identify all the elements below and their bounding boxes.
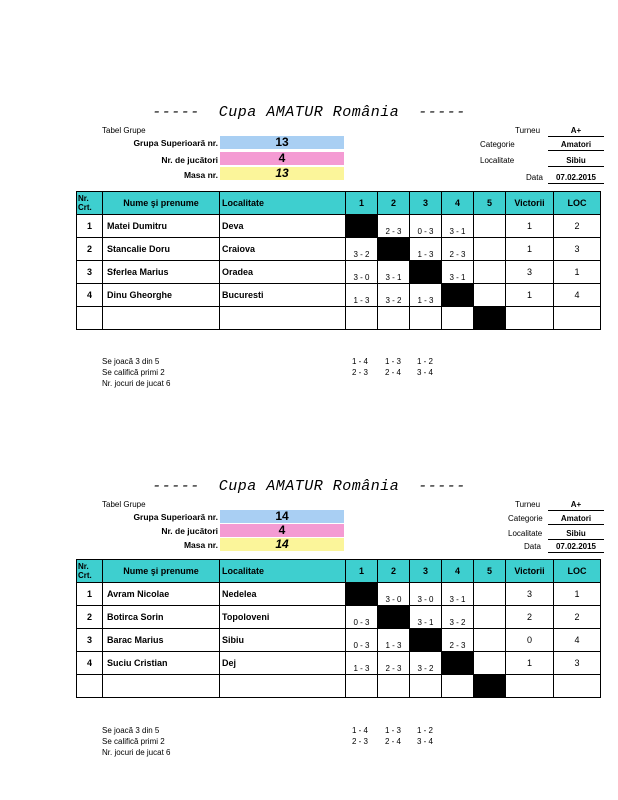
header-loc: LOC bbox=[554, 192, 601, 215]
table-row bbox=[77, 629, 601, 652]
score-cell: 2 - 3 bbox=[442, 238, 474, 261]
score-cell: 2 - 3 bbox=[442, 629, 474, 652]
row-nr: 2 bbox=[77, 238, 103, 261]
categorie-value: Amatori bbox=[548, 139, 604, 151]
match-order: 1 - 4 bbox=[352, 357, 369, 366]
empty-cell bbox=[346, 307, 378, 330]
header-col-1: 1 bbox=[346, 192, 378, 215]
tournament-title: ----- Cupa AMATUR România ----- bbox=[152, 104, 466, 121]
score-cell: 1 - 3 bbox=[410, 284, 442, 307]
loc-cell: 1 bbox=[554, 261, 601, 284]
empty-cell bbox=[77, 307, 103, 330]
turneu-label: Turneu bbox=[515, 126, 541, 135]
masa-value: 13 bbox=[220, 167, 344, 180]
grupa-label: Grupa Superioară nr. bbox=[133, 138, 218, 148]
player-name: Barac Marius bbox=[103, 629, 220, 652]
row-nr: 1 bbox=[77, 215, 103, 238]
self-cell bbox=[346, 583, 378, 606]
match-order: 1 - 4 bbox=[352, 726, 369, 735]
score-cell: 3 - 2 bbox=[346, 238, 378, 261]
grupa-value: 13 bbox=[220, 136, 344, 149]
victorii-cell: 1 bbox=[506, 238, 554, 261]
tournament-title: ----- Cupa AMATUR România ----- bbox=[152, 478, 466, 495]
score-cell: 1 - 3 bbox=[378, 629, 410, 652]
score-cell: 3 - 0 bbox=[410, 583, 442, 606]
empty-cell bbox=[554, 307, 601, 330]
header-col-2: 2 bbox=[378, 192, 410, 215]
victorii-cell: 3 bbox=[506, 261, 554, 284]
header-col-4: 4 bbox=[442, 192, 474, 215]
masa-value: 14 bbox=[220, 538, 344, 551]
score-cell: 0 - 3 bbox=[346, 629, 378, 652]
player-localitate: Nedelea bbox=[220, 583, 346, 606]
victorii-cell: 0 bbox=[506, 629, 554, 652]
header-nr: Nr. Crt. bbox=[77, 192, 103, 215]
header-victorii: Victorii bbox=[506, 192, 554, 215]
score-cell: 0 - 3 bbox=[410, 215, 442, 238]
header-col-5: 5 bbox=[474, 560, 506, 583]
jucatori-label: Nr. de jucători bbox=[161, 526, 218, 536]
score-cell: 2 - 3 bbox=[378, 652, 410, 675]
score-cell: 3 - 2 bbox=[410, 652, 442, 675]
match-order: 3 - 4 bbox=[417, 737, 434, 746]
player-name: Botirca Sorin bbox=[103, 606, 220, 629]
empty-cell bbox=[474, 629, 506, 652]
turneu-label: Turneu bbox=[515, 500, 541, 509]
self-cell bbox=[378, 238, 410, 261]
localitate-label: Localitate bbox=[508, 529, 543, 538]
player-localitate: Topoloveni bbox=[220, 606, 346, 629]
data-label: Data bbox=[524, 542, 541, 551]
score-cell: 3 - 0 bbox=[346, 261, 378, 284]
localitate-label: Localitate bbox=[480, 156, 515, 165]
match-order: 2 - 3 bbox=[352, 368, 369, 377]
player-name: Dinu Gheorghe bbox=[103, 284, 220, 307]
score-cell: 1 - 3 bbox=[410, 238, 442, 261]
self-cell bbox=[410, 629, 442, 652]
data-value: 07.02.2015 bbox=[548, 541, 604, 553]
empty-cell bbox=[103, 307, 220, 330]
row-nr: 2 bbox=[77, 606, 103, 629]
player-localitate: Deva bbox=[220, 215, 346, 238]
footer-se-joaca: Se joacă 3 din 5 bbox=[102, 357, 160, 366]
match-order: 1 - 3 bbox=[385, 357, 402, 366]
table-row bbox=[77, 606, 601, 629]
loc-cell: 2 bbox=[554, 215, 601, 238]
empty-cell bbox=[220, 675, 346, 698]
empty-cell bbox=[474, 652, 506, 675]
header-col-2: 2 bbox=[378, 560, 410, 583]
self-cell bbox=[474, 307, 506, 330]
header-col-1: 1 bbox=[346, 560, 378, 583]
player-name: Stancalie Doru bbox=[103, 238, 220, 261]
jucatori-label: Nr. de jucători bbox=[161, 155, 218, 165]
score-cell: 1 - 3 bbox=[346, 652, 378, 675]
header-name: Nume şi prenume bbox=[103, 192, 220, 215]
loc-cell: 3 bbox=[554, 652, 601, 675]
match-order: 3 - 4 bbox=[417, 368, 434, 377]
victorii-cell: 1 bbox=[506, 215, 554, 238]
score-cell: 1 - 3 bbox=[346, 284, 378, 307]
self-cell bbox=[410, 261, 442, 284]
self-cell bbox=[474, 675, 506, 698]
empty-cell bbox=[474, 284, 506, 307]
empty-cell bbox=[378, 307, 410, 330]
localitate-value: Sibiu bbox=[548, 155, 604, 167]
header-col-3: 3 bbox=[410, 192, 442, 215]
score-cell: 3 - 2 bbox=[442, 606, 474, 629]
score-cell: 3 - 2 bbox=[378, 284, 410, 307]
localitate-value: Sibiu bbox=[548, 528, 604, 540]
self-cell bbox=[442, 284, 474, 307]
score-cell: 0 - 3 bbox=[346, 606, 378, 629]
self-cell bbox=[442, 652, 474, 675]
empty-cell bbox=[506, 675, 554, 698]
score-cell: 3 - 1 bbox=[442, 261, 474, 284]
player-name: Matei Dumitru bbox=[103, 215, 220, 238]
self-cell bbox=[346, 215, 378, 238]
footer-nr-jocuri: Nr. jocuri de jucat 6 bbox=[102, 379, 171, 388]
grupa-label: Grupa Superioară nr. bbox=[133, 512, 218, 522]
player-name: Avram Nicolae bbox=[103, 583, 220, 606]
score-cell: 3 - 1 bbox=[442, 583, 474, 606]
header-victorii: Victorii bbox=[506, 560, 554, 583]
victorii-cell: 3 bbox=[506, 583, 554, 606]
match-order: 1 - 2 bbox=[417, 357, 434, 366]
empty-cell bbox=[474, 261, 506, 284]
empty-cell bbox=[378, 675, 410, 698]
categorie-label: Categorie bbox=[508, 514, 543, 523]
table-row bbox=[77, 238, 601, 261]
table-row-empty bbox=[77, 675, 601, 698]
row-nr: 3 bbox=[77, 261, 103, 284]
match-order: 2 - 3 bbox=[352, 737, 369, 746]
footer-se-califica: Se califică primi 2 bbox=[102, 737, 165, 746]
group-block-2 bbox=[0, 374, 618, 757]
table-header-row bbox=[77, 560, 601, 583]
empty-cell bbox=[410, 675, 442, 698]
match-order: 2 - 4 bbox=[385, 368, 402, 377]
tabel-grupe-label: Tabel Grupe bbox=[102, 500, 146, 509]
player-name: Sferlea Marius bbox=[103, 261, 220, 284]
header-loc: LOC bbox=[554, 560, 601, 583]
footer-se-joaca: Se joacă 3 din 5 bbox=[102, 726, 160, 735]
victorii-cell: 1 bbox=[506, 652, 554, 675]
group-table bbox=[76, 559, 601, 698]
empty-cell bbox=[103, 675, 220, 698]
grupa-value: 14 bbox=[220, 510, 344, 523]
empty-cell bbox=[410, 307, 442, 330]
turneu-value: A+ bbox=[548, 499, 604, 511]
player-localitate: Sibiu bbox=[220, 629, 346, 652]
header-localitate: Localitate bbox=[220, 560, 346, 583]
row-nr: 3 bbox=[77, 629, 103, 652]
empty-cell bbox=[474, 606, 506, 629]
player-localitate: Craiova bbox=[220, 238, 346, 261]
row-nr: 4 bbox=[77, 652, 103, 675]
categorie-label: Categorie bbox=[480, 140, 515, 149]
empty-cell bbox=[442, 675, 474, 698]
loc-cell: 2 bbox=[554, 606, 601, 629]
match-order: 1 - 2 bbox=[417, 726, 434, 735]
turneu-value: A+ bbox=[548, 125, 604, 137]
categorie-value: Amatori bbox=[548, 513, 604, 525]
footer-se-califica: Se califică primi 2 bbox=[102, 368, 165, 377]
player-localitate: Dej bbox=[220, 652, 346, 675]
header-col-4: 4 bbox=[442, 560, 474, 583]
header-col-5: 5 bbox=[474, 192, 506, 215]
loc-cell: 4 bbox=[554, 629, 601, 652]
masa-label: Masa nr. bbox=[183, 540, 218, 550]
table-header-row bbox=[77, 192, 601, 215]
loc-cell: 1 bbox=[554, 583, 601, 606]
empty-cell bbox=[346, 675, 378, 698]
table-row bbox=[77, 284, 601, 307]
header-col-3: 3 bbox=[410, 560, 442, 583]
group-table bbox=[76, 191, 601, 330]
header-nr: Nr. Crt. bbox=[77, 560, 103, 583]
table-row-empty bbox=[77, 307, 601, 330]
score-cell: 2 - 3 bbox=[378, 215, 410, 238]
data-value: 07.02.2015 bbox=[548, 172, 604, 184]
player-name: Suciu Cristian bbox=[103, 652, 220, 675]
victorii-cell: 1 bbox=[506, 284, 554, 307]
group-block-1 bbox=[0, 0, 618, 388]
table-row bbox=[77, 652, 601, 675]
table-row bbox=[77, 215, 601, 238]
header-name: Nume şi prenume bbox=[103, 560, 220, 583]
score-cell: 3 - 1 bbox=[442, 215, 474, 238]
row-nr: 1 bbox=[77, 583, 103, 606]
empty-cell bbox=[474, 583, 506, 606]
score-cell: 3 - 0 bbox=[378, 583, 410, 606]
masa-label: Masa nr. bbox=[183, 170, 218, 180]
match-order: 2 - 4 bbox=[385, 737, 402, 746]
loc-cell: 3 bbox=[554, 238, 601, 261]
player-localitate: Bucuresti bbox=[220, 284, 346, 307]
empty-cell bbox=[474, 215, 506, 238]
jucatori-value: 4 bbox=[220, 152, 344, 165]
empty-cell bbox=[554, 675, 601, 698]
table-row bbox=[77, 583, 601, 606]
empty-cell bbox=[506, 307, 554, 330]
empty-cell bbox=[474, 238, 506, 261]
tabel-grupe-label: Tabel Grupe bbox=[102, 126, 146, 135]
table-row bbox=[77, 261, 601, 284]
score-cell: 3 - 1 bbox=[410, 606, 442, 629]
victorii-cell: 2 bbox=[506, 606, 554, 629]
row-nr: 4 bbox=[77, 284, 103, 307]
header-localitate: Localitate bbox=[220, 192, 346, 215]
loc-cell: 4 bbox=[554, 284, 601, 307]
empty-cell bbox=[220, 307, 346, 330]
player-localitate: Oradea bbox=[220, 261, 346, 284]
empty-cell bbox=[442, 307, 474, 330]
jucatori-value: 4 bbox=[220, 524, 344, 537]
match-order: 1 - 3 bbox=[385, 726, 402, 735]
empty-cell bbox=[77, 675, 103, 698]
footer-nr-jocuri: Nr. jocuri de jucat 6 bbox=[102, 748, 171, 757]
data-label: Data bbox=[526, 173, 543, 182]
score-cell: 3 - 1 bbox=[378, 261, 410, 284]
self-cell bbox=[378, 606, 410, 629]
